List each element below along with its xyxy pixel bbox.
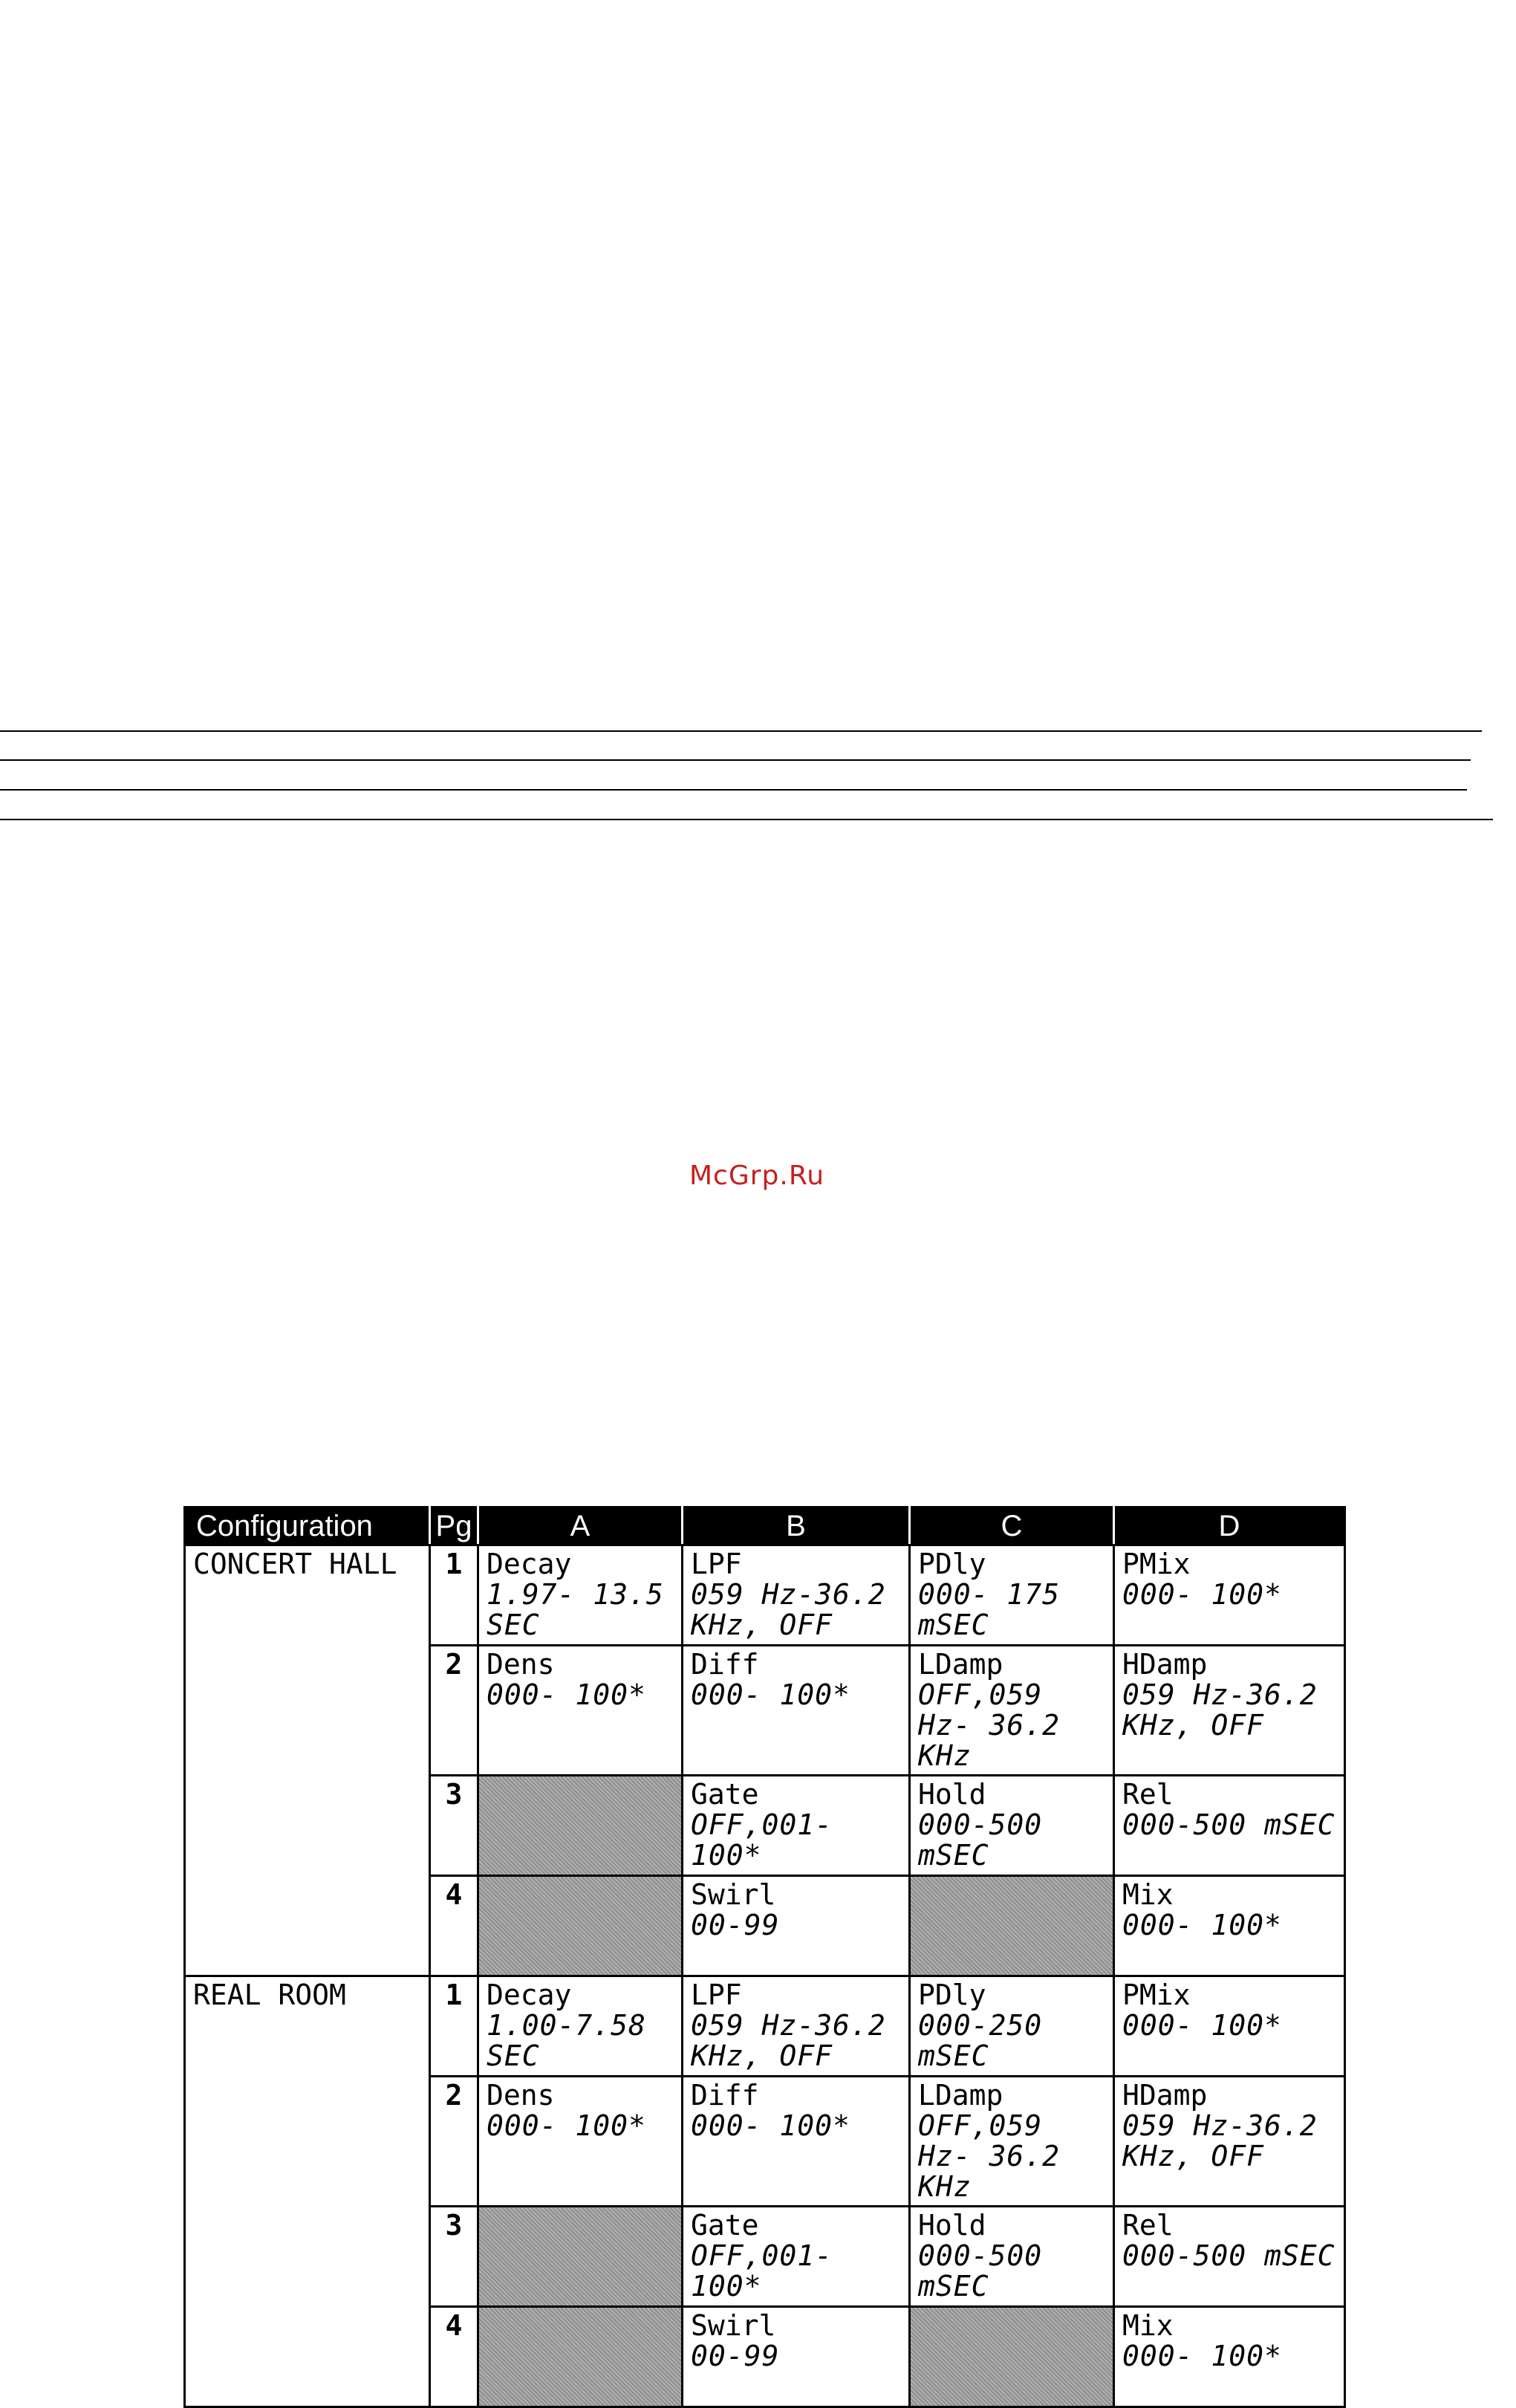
unused-cell bbox=[478, 2307, 683, 2407]
parameter-name: Swirl bbox=[691, 2309, 776, 2342]
parameter-range: 000-500 mSEC bbox=[1122, 1808, 1336, 1841]
parameter-name: LPF bbox=[691, 1979, 742, 2011]
table-row bbox=[185, 1976, 1345, 2077]
parameter-name: Hold bbox=[918, 2209, 986, 2242]
parameter-range: 000- 100* bbox=[691, 1678, 850, 1711]
parameter-cell bbox=[683, 2207, 910, 2307]
parameter-cell bbox=[683, 1976, 910, 2077]
parameter-cell bbox=[1114, 1646, 1345, 1776]
parameter-cell bbox=[683, 1876, 910, 1976]
parameter-name: Rel bbox=[1122, 2209, 1174, 2242]
horizontal-rule bbox=[0, 759, 1471, 761]
parameter-name: PDly bbox=[918, 1548, 986, 1580]
parameter-cell bbox=[1114, 2207, 1345, 2307]
parameter-cell bbox=[683, 1545, 910, 1646]
header-d: D bbox=[1114, 1508, 1345, 1545]
parameter-range: 000- 100* bbox=[487, 2109, 646, 2142]
parameter-range: 000-500 mSEC bbox=[1122, 2239, 1336, 2272]
parameter-range: OFF,001- 100* bbox=[691, 1808, 833, 1872]
unused-cell bbox=[910, 2307, 1114, 2407]
parameter-range: 1.97- 13.5 SEC bbox=[487, 1578, 664, 1641]
parameter-range: 000- 100* bbox=[1122, 2340, 1282, 2372]
parameter-cell bbox=[1114, 1876, 1345, 1976]
parameter-cell bbox=[1114, 1545, 1345, 1646]
unused-cell bbox=[478, 1776, 683, 1876]
unused-cell bbox=[478, 1876, 683, 1976]
parameter-cell bbox=[910, 1976, 1114, 2077]
parameter-name: Gate bbox=[691, 1778, 759, 1811]
parameter-name: PDly bbox=[918, 1979, 986, 2011]
configuration-name: CONCERT HALL bbox=[185, 1545, 430, 1976]
horizontal-rule bbox=[0, 789, 1467, 791]
parameter-range: 00-99 bbox=[691, 1909, 780, 1941]
configuration-parameter-table bbox=[183, 1506, 1346, 2408]
parameter-name: LPF bbox=[691, 1548, 742, 1580]
parameter-name: Gate bbox=[691, 2209, 759, 2242]
unused-cell bbox=[910, 1876, 1114, 1976]
parameter-range: 000- 100* bbox=[691, 2109, 850, 2142]
parameter-name: Mix bbox=[1122, 1878, 1174, 1911]
parameter-range: OFF,059 Hz- 36.2 KHz bbox=[918, 1678, 1061, 1772]
parameter-cell bbox=[910, 2207, 1114, 2307]
parameter-name: Rel bbox=[1122, 1778, 1174, 1811]
parameter-name: Diff bbox=[691, 2079, 759, 2112]
parameter-range: 000- 100* bbox=[1122, 1909, 1282, 1941]
parameter-cell bbox=[478, 1545, 683, 1646]
parameter-range: 059 Hz-36.2 KHz, OFF bbox=[1122, 2109, 1318, 2172]
parameter-cell bbox=[478, 2077, 683, 2207]
parameter-cell bbox=[683, 1646, 910, 1776]
header-b: B bbox=[683, 1508, 910, 1545]
parameter-cell bbox=[683, 1776, 910, 1876]
page-number: 1 bbox=[430, 1545, 478, 1646]
parameter-name: HDamp bbox=[1122, 1648, 1208, 1681]
page-number: 2 bbox=[430, 1646, 478, 1776]
table-header-row bbox=[185, 1508, 1345, 1545]
page-number: 1 bbox=[430, 1976, 478, 2077]
parameter-cell bbox=[910, 1545, 1114, 1646]
parameter-range: OFF,059 Hz- 36.2 KHz bbox=[918, 2109, 1061, 2203]
parameter-cell bbox=[683, 2077, 910, 2207]
parameter-range: 059 Hz-36.2 KHz, OFF bbox=[691, 2009, 886, 2072]
parameter-range: 000-250 mSEC bbox=[918, 2009, 1043, 2072]
parameter-range: OFF,001- 100* bbox=[691, 2239, 833, 2302]
parameter-name: LDamp bbox=[918, 1648, 1003, 1681]
table-row bbox=[185, 1545, 1345, 1646]
parameter-name: PMix bbox=[1122, 1979, 1191, 2011]
parameter-cell bbox=[478, 1976, 683, 2077]
parameter-cell bbox=[478, 1646, 683, 1776]
parameter-range: 059 Hz-36.2 KHz, OFF bbox=[1122, 1678, 1318, 1742]
parameter-range: 1.00-7.58 SEC bbox=[487, 2009, 646, 2072]
parameter-range: 000- 100* bbox=[487, 1678, 646, 1711]
parameter-cell bbox=[1114, 1976, 1345, 2077]
parameter-cell bbox=[910, 1776, 1114, 1876]
parameter-name: HDamp bbox=[1122, 2079, 1208, 2112]
page-number: 4 bbox=[430, 2307, 478, 2407]
parameter-name: Decay bbox=[487, 1979, 572, 2011]
parameter-range: 00-99 bbox=[691, 2340, 780, 2372]
parameter-name: Dens bbox=[487, 2079, 555, 2112]
horizontal-rule bbox=[0, 819, 1493, 820]
horizontal-rule bbox=[0, 730, 1482, 732]
header-a: A bbox=[478, 1508, 683, 1545]
parameter-range: 000-500 mSEC bbox=[918, 2239, 1043, 2302]
parameter-range: 000-500 mSEC bbox=[918, 1808, 1043, 1872]
parameter-cell bbox=[910, 1646, 1114, 1776]
parameter-cell bbox=[1114, 2307, 1345, 2407]
unused-cell bbox=[478, 2207, 683, 2307]
parameter-name: PMix bbox=[1122, 1548, 1191, 1580]
parameter-name: Dens bbox=[487, 1648, 555, 1681]
watermark: McGrp.Ru bbox=[689, 1161, 825, 1191]
parameter-cell bbox=[910, 2077, 1114, 2207]
header-pg: Pg bbox=[430, 1508, 478, 1545]
page-number: 3 bbox=[430, 2207, 478, 2307]
parameter-cell bbox=[1114, 2077, 1345, 2207]
parameter-range: 000- 100* bbox=[1122, 2009, 1282, 2042]
parameter-cell bbox=[1114, 1776, 1345, 1876]
page-number: 3 bbox=[430, 1776, 478, 1876]
parameter-name: Hold bbox=[918, 1778, 986, 1811]
parameter-range: 000- 175 mSEC bbox=[918, 1578, 1061, 1641]
parameter-name: Mix bbox=[1122, 2309, 1174, 2342]
configuration-name: REAL ROOM bbox=[185, 1976, 430, 2407]
parameter-range: 059 Hz-36.2 KHz, OFF bbox=[691, 1578, 886, 1641]
parameter-cell bbox=[683, 2307, 910, 2407]
page-number: 2 bbox=[430, 2077, 478, 2207]
header-c: C bbox=[910, 1508, 1114, 1545]
parameter-range: 000- 100* bbox=[1122, 1578, 1282, 1611]
parameter-name: LDamp bbox=[918, 2079, 1003, 2112]
page-number: 4 bbox=[430, 1876, 478, 1976]
parameter-name: Decay bbox=[487, 1548, 572, 1580]
header-configuration: Configuration bbox=[185, 1508, 430, 1545]
parameter-name: Diff bbox=[691, 1648, 759, 1681]
parameter-name: Swirl bbox=[691, 1878, 776, 1911]
